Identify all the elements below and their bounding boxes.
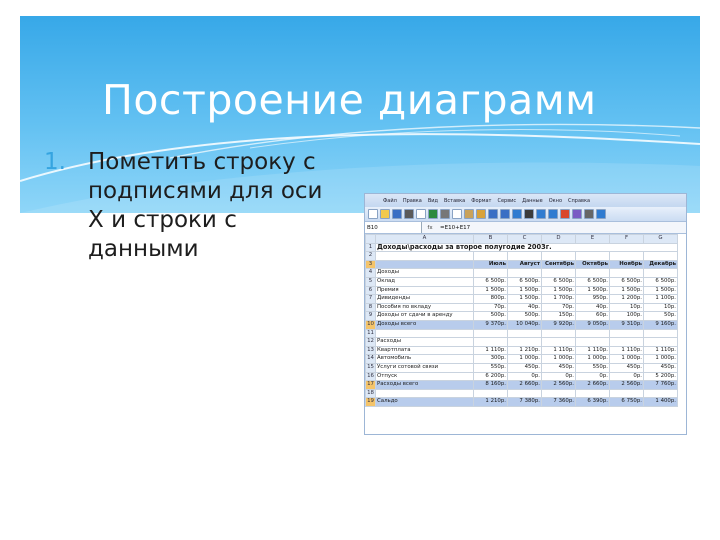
- excel-menu-item[interactable]: Сервис: [497, 197, 517, 204]
- table-cell[interactable]: 1 110р.: [610, 346, 644, 355]
- table-cell[interactable]: 40р.: [576, 303, 610, 312]
- table-cell[interactable]: 6 200р.: [474, 372, 508, 381]
- table-cell[interactable]: 450р.: [644, 363, 678, 372]
- table-cell[interactable]: [508, 338, 542, 347]
- table-cell[interactable]: 1 000р.: [610, 355, 644, 364]
- table-cell[interactable]: Дивиденды: [376, 295, 474, 304]
- cut-icon[interactable]: [440, 209, 450, 219]
- table-cell[interactable]: [542, 269, 576, 278]
- table-cell[interactable]: [542, 252, 576, 261]
- zoom-icon[interactable]: [584, 209, 594, 219]
- table-cell[interactable]: 9 050р.: [576, 320, 610, 329]
- excel-menu-item[interactable]: Окно: [548, 197, 563, 204]
- row-header[interactable]: 1: [366, 243, 376, 252]
- table-cell[interactable]: Расходы всего: [376, 381, 474, 390]
- row-header[interactable]: 4: [366, 269, 376, 278]
- hyperlink-icon[interactable]: [512, 209, 522, 219]
- sort-asc-icon[interactable]: [536, 209, 546, 219]
- copy-icon[interactable]: [452, 209, 462, 219]
- table-cell[interactable]: Оклад: [376, 277, 474, 286]
- table-cell[interactable]: [376, 329, 474, 338]
- table-cell[interactable]: [610, 329, 644, 338]
- table-cell[interactable]: [576, 252, 610, 261]
- table-cell[interactable]: [508, 389, 542, 398]
- table-cell[interactable]: 300р.: [474, 355, 508, 364]
- formula-text: =E10+E17: [440, 224, 471, 231]
- row-header[interactable]: 17: [366, 381, 376, 390]
- table-cell[interactable]: 1 500р.: [576, 286, 610, 295]
- table-cell[interactable]: 40р.: [508, 303, 542, 312]
- table-cell[interactable]: 1 500р.: [542, 286, 576, 295]
- table-cell[interactable]: 450р.: [610, 363, 644, 372]
- table-cell[interactable]: 1 100р.: [644, 295, 678, 304]
- table-cell[interactable]: 0р.: [542, 372, 576, 381]
- fx-icon: fx: [427, 224, 433, 231]
- table-cell[interactable]: 1 500р.: [474, 286, 508, 295]
- table-cell[interactable]: [508, 269, 542, 278]
- table-cell[interactable]: [644, 329, 678, 338]
- table-cell[interactable]: 0р.: [610, 372, 644, 381]
- excel-menu-item[interactable]: Справка: [568, 197, 591, 204]
- column-header[interactable]: [366, 235, 376, 244]
- table-cell[interactable]: [474, 252, 508, 261]
- table-cell[interactable]: [644, 389, 678, 398]
- table-cell[interactable]: 800р.: [474, 295, 508, 304]
- table-cell[interactable]: Доходы всего: [376, 320, 474, 329]
- table-cell[interactable]: 9 920р.: [542, 320, 576, 329]
- table-row: [366, 243, 678, 252]
- table-row: [366, 355, 678, 364]
- table-cell[interactable]: 7 760р.: [644, 381, 678, 390]
- table-cell[interactable]: Август: [508, 260, 542, 269]
- table-cell[interactable]: 6 500р.: [508, 277, 542, 286]
- help-icon[interactable]: [596, 209, 606, 219]
- table-cell[interactable]: 1 110р.: [474, 346, 508, 355]
- chart-wizard-icon[interactable]: [560, 209, 570, 219]
- table-cell[interactable]: [644, 338, 678, 347]
- table-cell[interactable]: Услуги сотовой связи: [376, 363, 474, 372]
- row-header[interactable]: 10: [366, 320, 376, 329]
- table-row: [366, 303, 678, 312]
- table-cell[interactable]: [542, 329, 576, 338]
- column-header[interactable]: D: [542, 235, 576, 244]
- table-row: [366, 252, 678, 261]
- table-cell[interactable]: 550р.: [576, 363, 610, 372]
- row-header[interactable]: 6: [366, 286, 376, 295]
- spreadsheet-grid: [365, 234, 678, 407]
- table-cell[interactable]: 0р.: [508, 372, 542, 381]
- table-row: [366, 277, 678, 286]
- table-cell[interactable]: 6 750р.: [610, 398, 644, 407]
- table-row: [366, 372, 678, 381]
- table-cell[interactable]: [576, 269, 610, 278]
- row-header[interactable]: 16: [366, 372, 376, 381]
- table-cell[interactable]: [610, 269, 644, 278]
- table-row: [366, 381, 678, 390]
- bullet-number: 1.: [44, 149, 66, 175]
- table-cell[interactable]: [576, 329, 610, 338]
- table-cell[interactable]: [376, 252, 474, 261]
- table-cell[interactable]: 450р.: [542, 363, 576, 372]
- table-cell[interactable]: 10р.: [610, 303, 644, 312]
- table-row: [366, 338, 678, 347]
- format-painter-icon[interactable]: [476, 209, 486, 219]
- table-row: [366, 295, 678, 304]
- undo-icon[interactable]: [488, 209, 498, 219]
- redo-icon[interactable]: [500, 209, 510, 219]
- column-header[interactable]: F: [610, 235, 644, 244]
- table-cell[interactable]: [508, 329, 542, 338]
- table-cell[interactable]: Доходы\расходы за второе полугодие 2003г.: [376, 243, 678, 252]
- table-cell[interactable]: 1 200р.: [610, 295, 644, 304]
- column-header[interactable]: A: [376, 235, 474, 244]
- table-cell[interactable]: Июль: [474, 260, 508, 269]
- table-cell[interactable]: 550р.: [474, 363, 508, 372]
- sort-desc-icon[interactable]: [548, 209, 558, 219]
- table-cell[interactable]: Автомобиль: [376, 355, 474, 364]
- spreadsheet-screenshot: [364, 193, 687, 435]
- row-header[interactable]: 3: [366, 260, 376, 269]
- table-cell[interactable]: Октябрь: [576, 260, 610, 269]
- table-row: [366, 389, 678, 398]
- table-cell[interactable]: [644, 252, 678, 261]
- table-cell[interactable]: 2 660р.: [508, 381, 542, 390]
- table-cell[interactable]: Ноябрь: [610, 260, 644, 269]
- table-cell[interactable]: 1 500р.: [508, 295, 542, 304]
- bullet-text: Пометить строку с подписями для оси Х и строки с данными: [88, 149, 323, 262]
- table-cell[interactable]: 70р.: [542, 303, 576, 312]
- table-cell[interactable]: 1 500р.: [644, 286, 678, 295]
- table-cell[interactable]: 6 390р.: [576, 398, 610, 407]
- table-cell[interactable]: [376, 260, 474, 269]
- excel-menu-item[interactable]: Вставка: [444, 197, 466, 204]
- table-cell[interactable]: 1 210р.: [508, 346, 542, 355]
- table-cell[interactable]: 1 500р.: [508, 286, 542, 295]
- table-cell[interactable]: [376, 389, 474, 398]
- table-cell[interactable]: 7 360р.: [542, 398, 576, 407]
- column-header[interactable]: B: [474, 235, 508, 244]
- row-header[interactable]: 8: [366, 303, 376, 312]
- table-cell[interactable]: 500р.: [474, 312, 508, 321]
- table-row: [366, 269, 678, 278]
- table-cell[interactable]: 2 560р.: [542, 381, 576, 390]
- row-header[interactable]: 7: [366, 295, 376, 304]
- row-header[interactable]: 13: [366, 346, 376, 355]
- row-header[interactable]: 2: [366, 252, 376, 261]
- excel-menu-item[interactable]: Формат: [471, 197, 492, 204]
- table-cell[interactable]: [474, 389, 508, 398]
- excel-menu-item[interactable]: Вид: [427, 197, 438, 204]
- table-cell[interactable]: 1 000р.: [508, 355, 542, 364]
- table-cell[interactable]: 9 370р.: [474, 320, 508, 329]
- print-icon[interactable]: [404, 209, 414, 219]
- table-cell[interactable]: [610, 338, 644, 347]
- table-cell[interactable]: 6 500р.: [576, 277, 610, 286]
- table-cell[interactable]: 1 110р.: [644, 346, 678, 355]
- row-header[interactable]: 9: [366, 312, 376, 321]
- table-cell[interactable]: 100р.: [610, 312, 644, 321]
- excel-menu-bar: [365, 194, 686, 207]
- table-cell[interactable]: [576, 389, 610, 398]
- table-cell[interactable]: Квартплата: [376, 346, 474, 355]
- bullet-item: [44, 148, 344, 264]
- table-row: [366, 346, 678, 355]
- table-cell[interactable]: [610, 252, 644, 261]
- table-cell[interactable]: Сальдо: [376, 398, 474, 407]
- open-icon[interactable]: [380, 209, 390, 219]
- save-icon[interactable]: [392, 209, 402, 219]
- table-cell[interactable]: Отпуск: [376, 372, 474, 381]
- table-cell[interactable]: 60р.: [576, 312, 610, 321]
- table-cell[interactable]: [474, 338, 508, 347]
- table-cell[interactable]: 150р.: [542, 312, 576, 321]
- table-row: [366, 320, 678, 329]
- table-cell[interactable]: 1 000р.: [644, 355, 678, 364]
- table-cell[interactable]: 70р.: [474, 303, 508, 312]
- table-cell[interactable]: 9 160р.: [644, 320, 678, 329]
- table-row: [366, 286, 678, 295]
- paste-icon[interactable]: [464, 209, 474, 219]
- table-cell[interactable]: 2 660р.: [576, 381, 610, 390]
- preview-icon[interactable]: [416, 209, 426, 219]
- table-cell[interactable]: Декабрь: [644, 260, 678, 269]
- row-header[interactable]: 5: [366, 277, 376, 286]
- excel-toolbar: [365, 207, 686, 222]
- table-row: [366, 329, 678, 338]
- table-cell[interactable]: Сентябрь: [542, 260, 576, 269]
- table-cell[interactable]: Премия: [376, 286, 474, 295]
- table-row: [366, 312, 678, 321]
- slide-title: Построение диаграмм: [102, 76, 597, 124]
- table-cell[interactable]: 6 500р.: [644, 277, 678, 286]
- table-cell[interactable]: [542, 389, 576, 398]
- drawing-icon[interactable]: [572, 209, 582, 219]
- row-header[interactable]: 18: [366, 389, 376, 398]
- table-cell[interactable]: 500р.: [508, 312, 542, 321]
- row-header[interactable]: 15: [366, 363, 376, 372]
- table-cell[interactable]: 1 000р.: [576, 355, 610, 364]
- formula-bar: [365, 222, 686, 234]
- table-cell[interactable]: [474, 269, 508, 278]
- column-header[interactable]: G: [644, 235, 678, 244]
- table-cell[interactable]: [576, 338, 610, 347]
- table-cell[interactable]: [474, 329, 508, 338]
- table-row: [366, 260, 678, 269]
- excel-menu-item[interactable]: Данные: [522, 197, 543, 204]
- table-cell[interactable]: Доходы от сдачи в аренду: [376, 312, 474, 321]
- table-cell[interactable]: 1 500р.: [610, 286, 644, 295]
- table-cell[interactable]: [508, 252, 542, 261]
- table-cell[interactable]: 10р.: [644, 303, 678, 312]
- table-cell[interactable]: 1 400р.: [644, 398, 678, 407]
- name-box: B10: [365, 222, 422, 233]
- table-cell[interactable]: Расходы: [376, 338, 474, 347]
- table-cell[interactable]: 0р.: [576, 372, 610, 381]
- table-cell[interactable]: 9 310р.: [610, 320, 644, 329]
- excel-menu-item[interactable]: Правка: [402, 197, 422, 204]
- table-cell[interactable]: 1 110р.: [576, 346, 610, 355]
- new-icon[interactable]: [368, 209, 378, 219]
- table-cell[interactable]: 1 210р.: [474, 398, 508, 407]
- table-cell[interactable]: 450р.: [508, 363, 542, 372]
- table-cell[interactable]: [644, 269, 678, 278]
- table-cell[interactable]: 1 700р.: [542, 295, 576, 304]
- row-header[interactable]: 14: [366, 355, 376, 364]
- excel-menu-item[interactable]: Файл: [383, 197, 397, 204]
- table-cell[interactable]: 50р.: [644, 312, 678, 321]
- column-header[interactable]: E: [576, 235, 610, 244]
- column-header[interactable]: C: [508, 235, 542, 244]
- row-header[interactable]: 19: [366, 398, 376, 407]
- column-header-row: [366, 235, 678, 244]
- table-cell[interactable]: 1 110р.: [542, 346, 576, 355]
- row-header[interactable]: 11: [366, 329, 376, 338]
- table-row: [366, 398, 678, 407]
- table-cell[interactable]: [542, 338, 576, 347]
- table-cell[interactable]: Пособия по вкладу: [376, 303, 474, 312]
- table-cell[interactable]: 7 380р.: [508, 398, 542, 407]
- table-cell[interactable]: 950р.: [576, 295, 610, 304]
- spelling-icon[interactable]: [428, 209, 438, 219]
- table-cell[interactable]: 6 500р.: [542, 277, 576, 286]
- table-cell[interactable]: 2 560р.: [610, 381, 644, 390]
- table-cell[interactable]: 1 000р.: [542, 355, 576, 364]
- table-cell[interactable]: 10 040р.: [508, 320, 542, 329]
- bullet-list: [44, 148, 344, 264]
- table-cell[interactable]: Доходы: [376, 269, 474, 278]
- autosum-icon[interactable]: [524, 209, 534, 219]
- table-cell[interactable]: 6 500р.: [474, 277, 508, 286]
- table-row: [366, 363, 678, 372]
- table-cell[interactable]: 8 160р.: [474, 381, 508, 390]
- table-cell[interactable]: 6 500р.: [610, 277, 644, 286]
- table-cell[interactable]: [610, 389, 644, 398]
- row-header[interactable]: 12: [366, 338, 376, 347]
- table-cell[interactable]: 5 200р.: [644, 372, 678, 381]
